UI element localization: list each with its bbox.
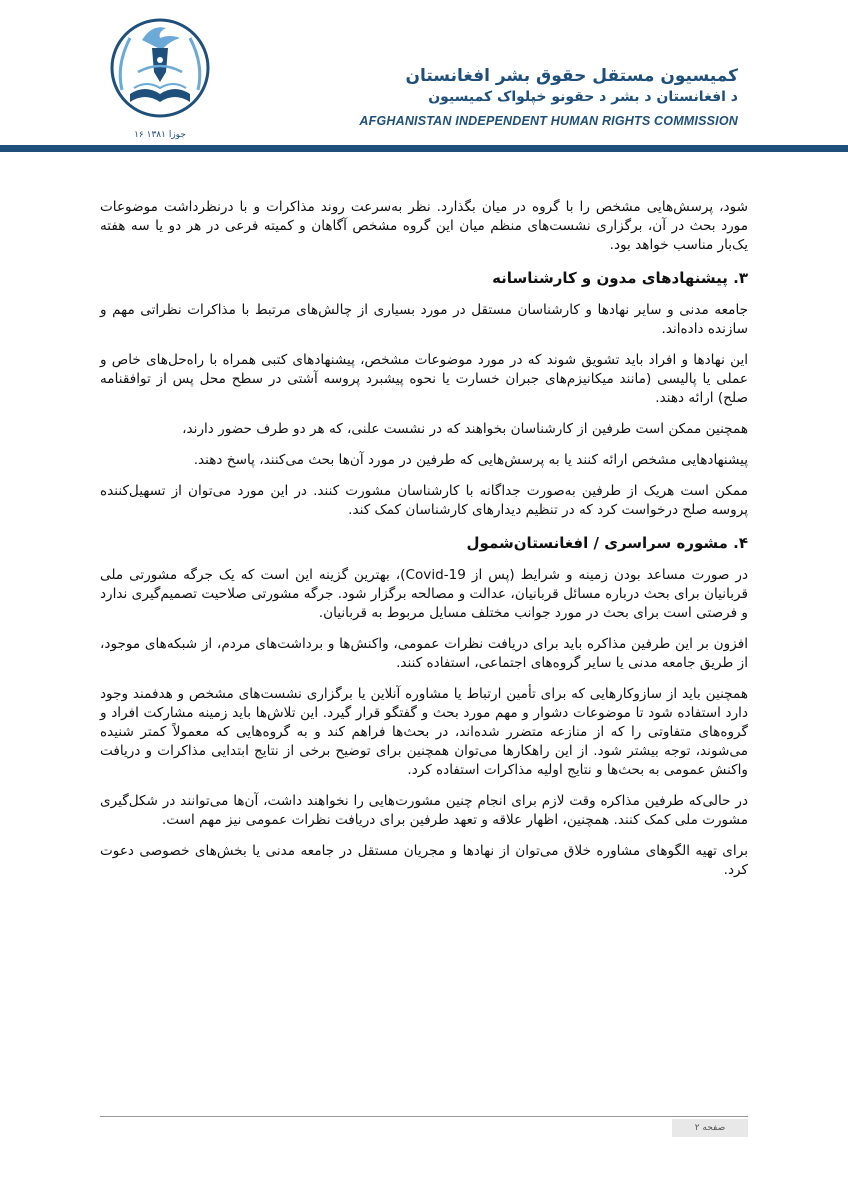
page-header [0, 0, 848, 148]
paragraph: برای تهیه الگوهای مشاوره خلاق می‌توان از نهادها و مجریان مستقل در جامعه مدنی یا بخش‌های خصوصی دعوت کرد. [100, 843, 748, 878]
footer-divider [100, 1116, 748, 1117]
paragraph: ممکن است هریک از طرفین به‌صورت جداگانه با کارشناسان مشورت کنند. در این مورد می‌توان از تسهیل‌کننده پروسه صلح درخواست کرد که در تنظیم دیدارهای کارشناسان کمک کند. [100, 483, 748, 518]
logo-date: ۱۶ جوزا ۱۳۸۱ [134, 130, 186, 140]
dove-pen-book-icon [108, 10, 212, 130]
section-heading-4: ۴. مشوره سراسری / افغانستان‌شمول [466, 534, 748, 552]
paragraph: این نهادها و افراد باید تشویق شوند که در مورد موضوعات مشخص، پیشنهادهای کتبی همراه با راه‌حل‌های خاص و عملی یا پالیسی (مانند میکانیزم‌های جبران خسارت یا نحوه پیشبرد پروسه آشتی در سطح محل پس از توافقنامه صلح) ارائه دهند. [100, 352, 748, 406]
org-title-pashto: د افغانستان د بشر د حقونو خپلواک کمیسیون [428, 89, 738, 105]
paragraph: شود، پرسش‌هایی مشخص را با گروه در میان بگذارد. نظر به‌سرعت روند مذاکرات و با درنظرداشت موضوعات مورد بحث در آن، برگزاری نشست‌های منظم میان این گروه مشخص آگاهان و کمیته فرعی در هر دو یا سه هفته یک‌بار مناسب خواهد بود. [100, 199, 748, 253]
paragraph: افزون بر این طرفین مذاکره باید برای دریافت نظرات عمومی، واکنش‌ها و برداشت‌های مردم، از شبکه‌های موجود، از طریق جامعه مدنی یا سایر گروه‌های اجتماعی، استفاده کنند. [100, 636, 748, 671]
org-title-dari: کمیسیون مستقل حقوق بشر افغانستان [405, 66, 738, 86]
paragraph: جامعه مدنی و سایر نهادها و کارشناسان مستقل در مورد بسیاری از چالش‌های مرتبط با مذاکرات نظراتی مهم و سازنده داده‌اند. [100, 302, 748, 337]
org-title-english: AFGHANISTAN INDEPENDENT HUMAN RIGHTS COMMISSION [359, 114, 738, 128]
paragraph: پیشنهادهایی مشخص ارائه کنند یا به پرسش‌هایی که طرفین در مورد آن‌ها بحث می‌کنند، پاسخ دهند. [193, 452, 748, 468]
page-number: صفحه ۲ [672, 1119, 748, 1137]
paragraph: در صورت مساعد بودن زمینه و شرایط (پس از Covid-19)، بهترین گزینه این است که یک جرگه مشورتی ملی قربانیان برای بحث درباره مسائل قربانیان، عدالت و مصالحه برگزار شود. جرگه مشورتی صلاحیت تصمیم‌گیری ندارد و فرصتی است برای بحث در مورد جوانب مختلف مسایل مربوط به قربانیان. [100, 567, 748, 621]
document-body [100, 198, 748, 892]
paragraph: همچنین باید از سازوکارهایی که برای تأمین ارتباط یا مشاوره آنلاین یا برگزاری نشست‌های مشخص و هدفمند وجود دارد استفاده شود تا موضوعات دشوار و مهم مورد بحث و گفتگو قرار گیرد. این تلاش‌ها باید زمینه مشارکت افراد و گروه‌های متفاوتی را که از منازعه متضرر شده‌اند، در بحث‌ها فراهم کند و به گروه‌هایی که معمولاً کمتر شنیده می‌شوند، توجه بیشتر شود. از این راهکارها می‌توان همچنین برای توضیح برخی از نتایج ابتدایی مذاکرات و دریافت واکنش عمومی به بحث‌ها و نتایج اولیه مذاکرات استفاده کرد. [100, 686, 748, 778]
section-heading-3: ۳. پیشنهادهای مدون و کارشناسانه [492, 269, 748, 287]
paragraph: همچنین ممکن است طرفین از کارشناسان بخواهند که در نشست علنی، که هر دو طرف حضور دارند، [182, 421, 748, 437]
paragraph: در حالی‌که طرفین مذاکره وقت لازم برای انجام چنین مشورت‌هایی را نخواهند داشت، آن‌ها می‌توانند در شکل‌گیری مشورت ملی کمک کنند. همچنین، اظهار علاقه و تعهد طرفین برای دریافت نظرات عمومی نیز مهم است. [100, 793, 748, 828]
header-divider [0, 145, 848, 152]
commission-logo [108, 10, 212, 138]
